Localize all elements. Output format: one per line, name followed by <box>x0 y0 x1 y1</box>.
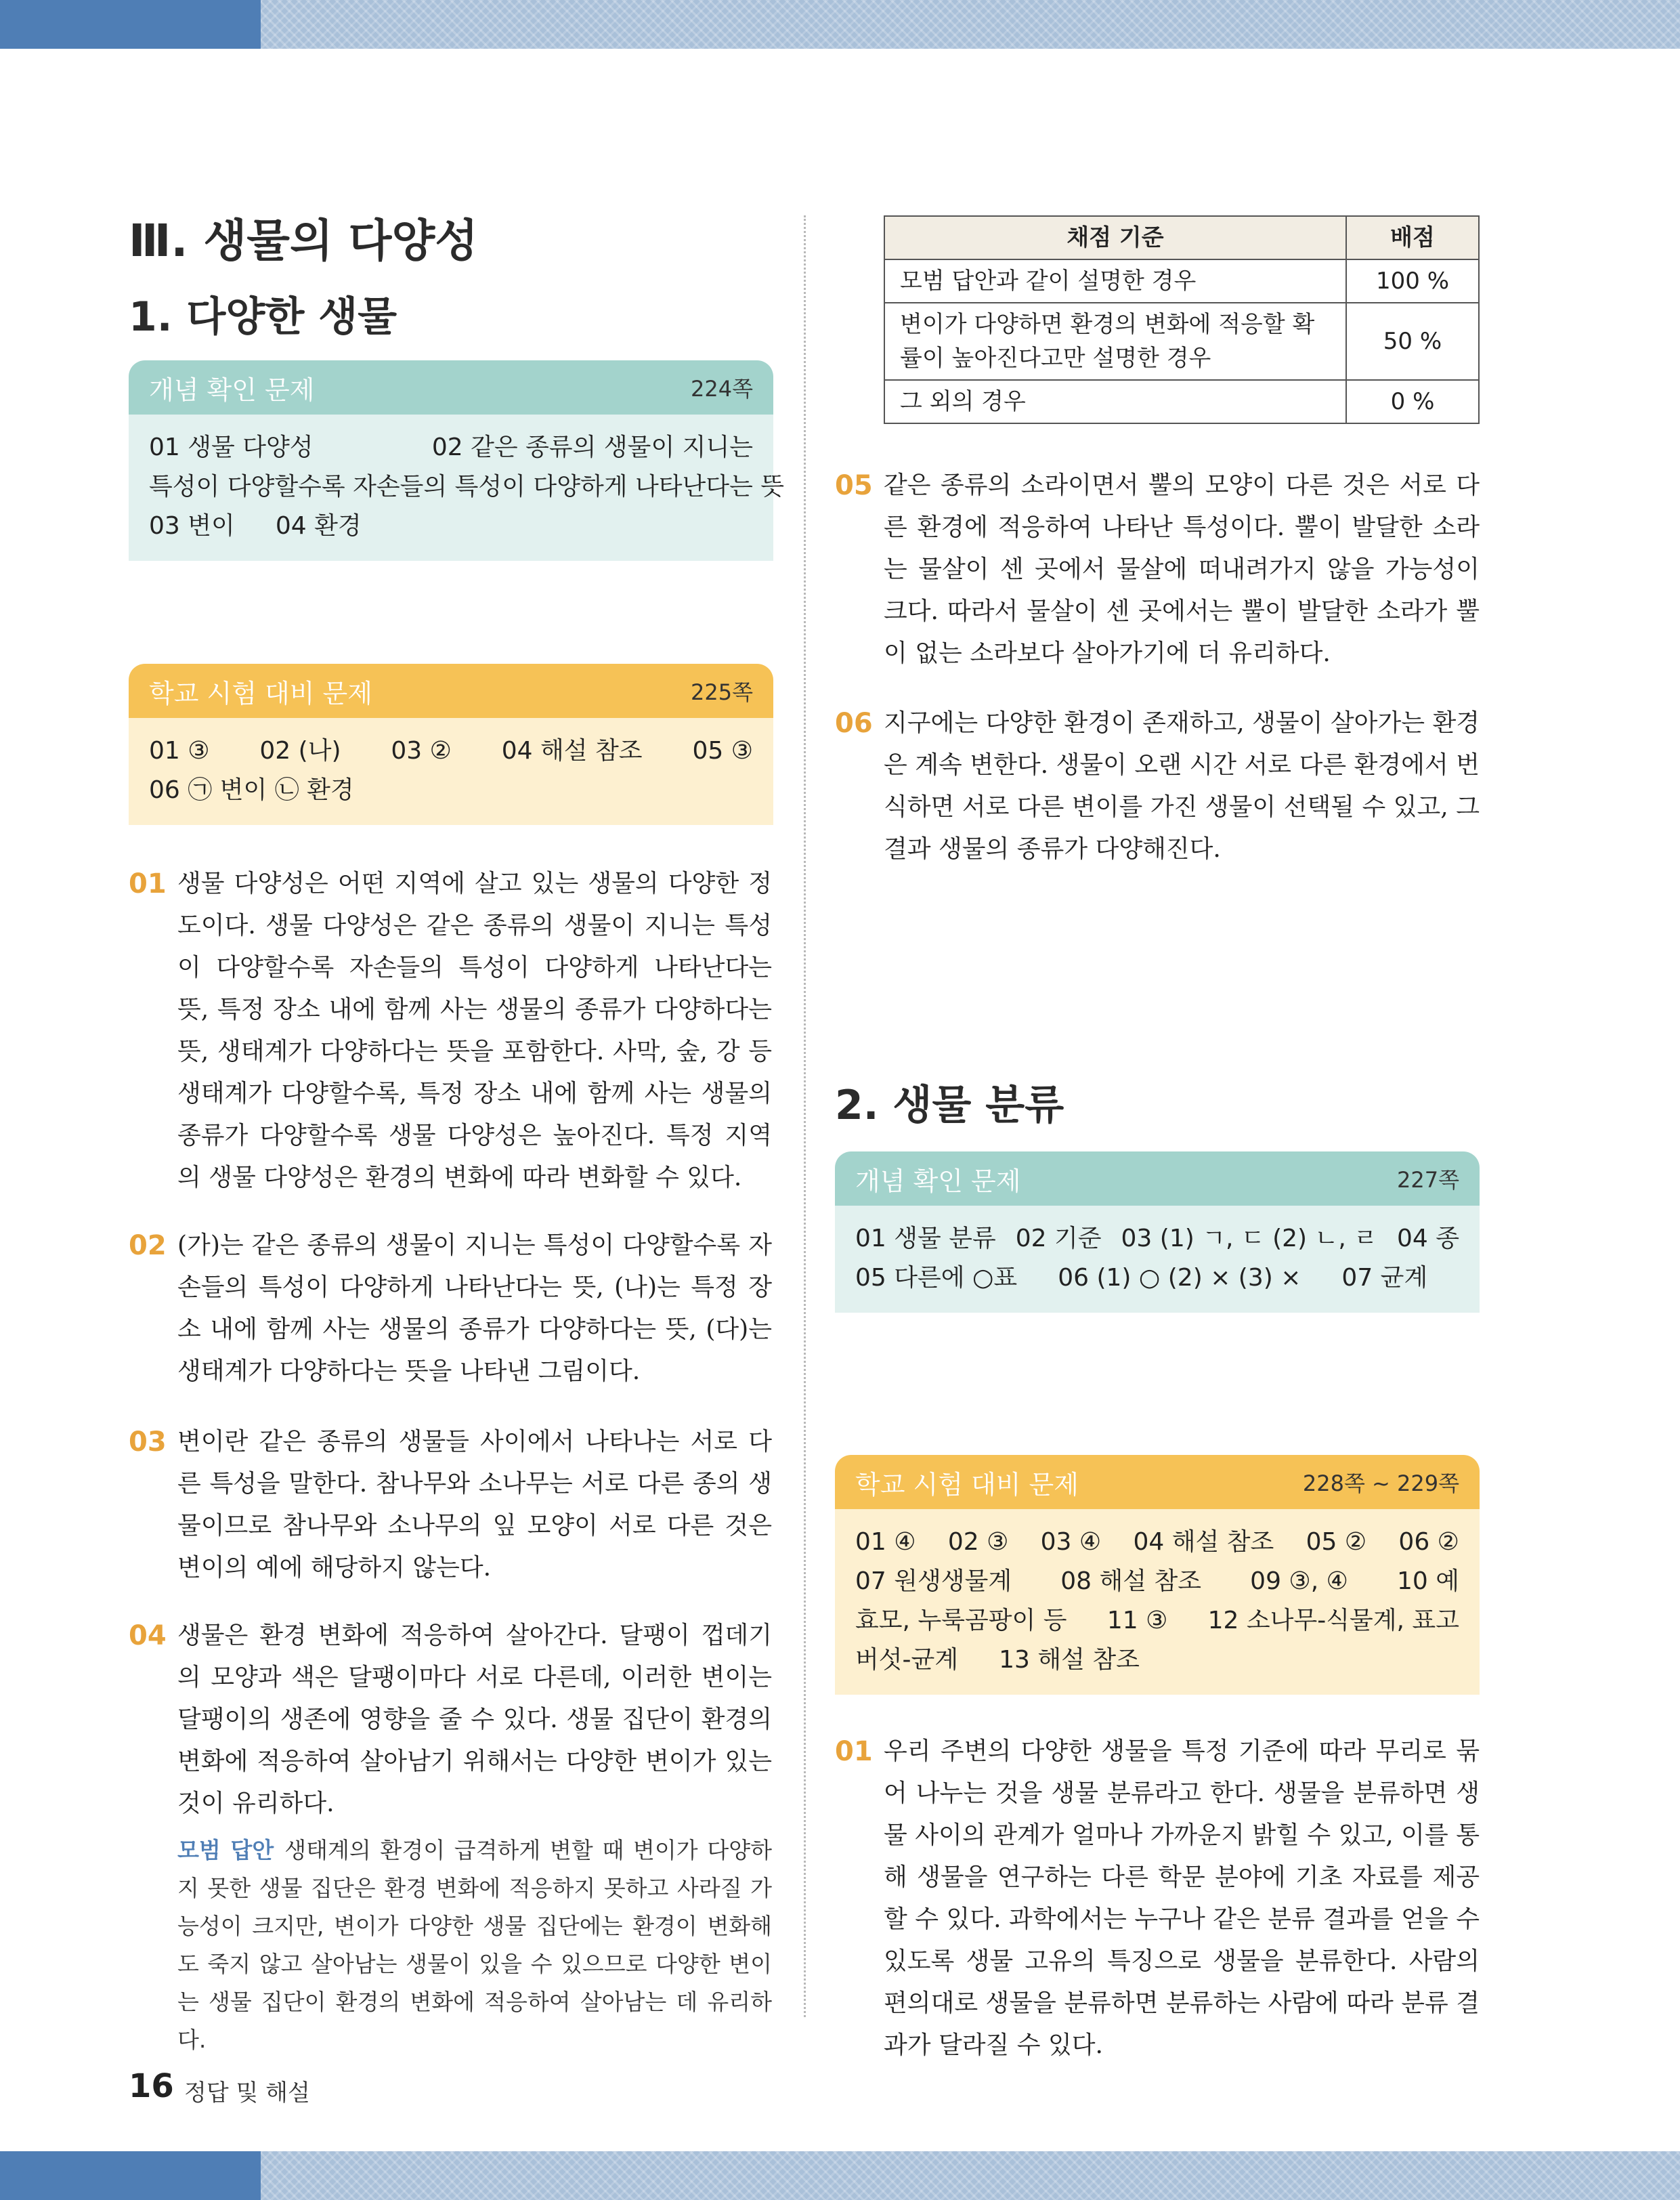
answer-item: 05 ② <box>1306 1528 1367 1556</box>
item-text: 우리 주변의 다양한 생물을 특정 기준에 따라 무리로 묶어 나누는 것을 생물 분류라고 한다. 생물을 분류하면 생물 사이의 관계가 얼마나 가까운지 밝힐 수 있고, 이를 통해 생물을 연구하는 다른 학문 분야에 기초 자료를 제공할 수 있다. 과학에서는 누구나 같은 분류 결과를 얻을 수 있도록 생물 고유의 특징으로 생물을 분류한다. 사람의 편의대로 생물을 분류하면 분류하는 사람에 따라 분류 결과가 달라질 수 있다. <box>884 1737 1480 2059</box>
answer-item: 02 같은 종류의 생물이 지니는 <box>431 433 753 461</box>
answer-item: 03 ④ <box>1040 1528 1102 1556</box>
bottom-band-accent <box>0 2151 261 2200</box>
table-row <box>884 380 1479 423</box>
item-number: 01 <box>835 1736 873 1767</box>
box-header <box>129 360 773 415</box>
table-row <box>884 259 1479 303</box>
answer-item: 05 다른에 ○표 <box>855 1264 1018 1292</box>
box-title: 학교 시험 대비 문제 <box>855 1469 1079 1500</box>
answer-item: 06 (1) ○ (2) × (3) × <box>1058 1264 1301 1292</box>
answer-item: 06 ② <box>1398 1528 1459 1556</box>
explanation-item <box>129 863 772 1199</box>
item-number: 03 <box>129 1426 167 1458</box>
answer-item: 특성이 다양할수록 자손들의 특성이 다양하게 나타난다는 뜻 <box>149 473 785 501</box>
table-cell: 모범 답안과 같이 설명한 경우 <box>884 259 1346 303</box>
concept-check-box-1 <box>129 360 785 561</box>
footer-label: 정답 및 해설 <box>184 2079 310 2107</box>
chapter-title: Ⅲ. 생물의 다양성 <box>129 215 478 267</box>
table-cell: 100 % <box>1346 259 1479 303</box>
answer-item: 01 생물 분류 <box>855 1225 996 1252</box>
answer-row <box>855 1523 1459 1562</box>
answer-item: 02 기준 <box>1015 1225 1102 1252</box>
answer-item: 07 원생생물계 <box>855 1567 1012 1595</box>
section-title-classification: 2. 생물 분류 <box>835 1082 1064 1129</box>
model-answer-label: 모범 답안 <box>177 1837 274 1863</box>
item-text: 변이란 같은 종류의 생물들 사이에서 나타나는 서로 다른 특성을 말한다. 참나무와 소나무는 서로 다른 종의 생물이므로 참나무와 소나무의 잎 모양이 서로 다른 것은 변이의 예에 해당하지 않는다. <box>177 1428 772 1582</box>
model-answer-text: 생태계의 환경이 급격하게 변할 때 변이가 다양하지 못한 생물 집단은 환경 변화에 적응하지 못하고 사라질 가능성이 크지만, 변이가 다양한 생물 집단에는 환경이 변화해도 죽지 않고 살아남는 생물이 있을 수 있으므로 다양한 변이는 생물 집단이 환경의 변화에 적응하여 살아남는 데 유리하다. <box>177 1837 772 2053</box>
answer-item: 13 해설 참조 <box>999 1646 1140 1674</box>
explanation-item <box>129 1615 772 2059</box>
answer-item: 버섯-균계 <box>855 1646 959 1674</box>
table-cell: 그 외의 경우 <box>884 380 1346 423</box>
answer-item: 08 해설 참조 <box>1060 1567 1202 1595</box>
item-text: 생물 다양성은 어떤 지역에 살고 있는 생물의 다양한 정도이다. 생물 다양성은 같은 종류의 생물이 지니는 특성이 다양할수록 자손들의 특성이 다양하게 나타난다는 뜻, 특정 장소 내에 함께 사는 생물의 종류가 다양하다는 뜻, 생태계가 다양하다는 뜻을 포함한다. 사막, 숲, 강 등 생태계가 다양할수록, 특정 장소 내에 함께 사는 생물의 종류가 다양할수록 생물 다양성은 높아진다. 특정 지역의 생물 다양성은 환경의 변화에 따라 변화할 수 있다. <box>177 870 772 1191</box>
table-cell: 변이가 다양하면 환경의 변화에 적응할 확률이 높아진다고만 설명한 경우 <box>884 303 1346 380</box>
model-answer <box>177 1832 772 2059</box>
table-header: 배점 <box>1346 216 1479 259</box>
column-divider <box>804 215 806 2017</box>
answer-item: 05 ③ <box>692 737 753 765</box>
answer-row <box>149 507 753 546</box>
answer-item: 04 종 <box>1396 1225 1459 1252</box>
answer-item: 09 ③, ④ <box>1250 1567 1348 1595</box>
table-row <box>884 303 1479 380</box>
school-exam-box-1 <box>129 664 773 825</box>
school-exam-box-2 <box>835 1455 1480 1695</box>
answer-row <box>149 732 753 771</box>
answer-item: 01 ③ <box>149 737 210 765</box>
item-number: 02 <box>129 1230 167 1261</box>
concept-check-box-2 <box>835 1151 1480 1313</box>
answer-item: 11 ③ <box>1106 1607 1168 1634</box>
answer-item: 02 (나) <box>259 737 341 765</box>
box-answers <box>129 718 773 825</box>
explanation-item <box>835 465 1480 675</box>
box-header <box>129 664 773 718</box>
item-text: (가)는 같은 종류의 생물이 지니는 특성이 다양할수록 자손들의 특성이 다양하게 나타난다는 뜻, (나)는 특정 장소 내에 함께 사는 생물의 종류가 다양하다는 뜻, (다)는 생태계가 다양하다는 뜻을 나타낸 그림이다. <box>177 1231 772 1385</box>
answer-row <box>149 467 785 507</box>
item-number: 05 <box>835 470 873 501</box>
answer-item: 04 환경 <box>275 512 362 540</box>
item-number: 06 <box>835 708 873 739</box>
answer-item: 01 생물 다양성 <box>149 433 314 461</box>
answer-item: 02 ③ <box>947 1528 1009 1556</box>
answer-item: 04 해설 참조 <box>501 737 643 765</box>
box-title: 학교 시험 대비 문제 <box>149 678 372 708</box>
answer-row <box>855 1601 1459 1641</box>
answer-row <box>149 428 753 467</box>
section-title-diverse-organisms: 1. 다양한 생물 <box>129 293 397 341</box>
table-header-row <box>884 216 1479 259</box>
box-page-ref: 228쪽 ~ 229쪽 <box>1302 1471 1459 1496</box>
answer-item: 04 해설 참조 <box>1133 1528 1274 1556</box>
box-page-ref: 225쪽 <box>691 679 753 705</box>
item-number: 04 <box>129 1620 167 1651</box>
answer-item: 07 균계 <box>1341 1264 1428 1292</box>
answer-item: 03 변이 <box>149 512 235 540</box>
answer-row <box>855 1562 1459 1601</box>
bottom-decorative-band <box>0 2151 1680 2200</box>
item-text: 지구에는 다양한 환경이 존재하고, 생물이 살아가는 환경은 계속 변한다. 생물이 오랜 시간 서로 다른 환경에서 번식하면 서로 다른 변이를 가진 생물이 선택될 수 있고, 그 결과 생물의 종류가 다양해진다. <box>884 709 1480 863</box>
explanation-item <box>835 1731 1480 2067</box>
item-text: 같은 종류의 소라이면서 뿔의 모양이 다른 것은 서로 다른 환경에 적응하여 나타난 특성이다. 뿔이 발달한 소라는 물살이 센 곳에서 물살에 떠내려가지 않을 가능성이 크다. 따라서 물살이 센 곳에서는 뿔이 발달한 소라가 뿔이 없는 소라보다 살아가기에 더 유리하다. <box>884 471 1480 667</box>
scoring-table <box>884 215 1480 424</box>
box-header <box>835 1151 1480 1206</box>
table-cell: 0 % <box>1346 380 1479 423</box>
box-answers <box>835 1206 1480 1313</box>
box-answers <box>835 1509 1480 1695</box>
answer-row <box>149 771 753 810</box>
top-band-accent <box>0 0 261 49</box>
answer-row <box>855 1258 1459 1298</box>
item-text: 생물은 환경 변화에 적응하여 살아간다. 달팽이 껍데기의 모양과 색은 달팽이마다 서로 다른데, 이러한 변이는 달팽이의 생존에 영향을 줄 수 있다. 생물 집단이 환경의 변화에 적응하여 살아남기 위해서는 다양한 변이가 있는 것이 유리하다. <box>177 1622 772 1817</box>
box-page-ref: 224쪽 <box>691 376 753 402</box>
box-page-ref: 227쪽 <box>1397 1167 1459 1193</box>
answer-row <box>855 1219 1459 1258</box>
box-title: 개념 확인 문제 <box>149 375 315 405</box>
answer-item: 01 ④ <box>855 1528 916 1556</box>
explanation-item <box>129 1225 772 1393</box>
box-answers <box>129 415 785 561</box>
box-header <box>835 1455 1480 1509</box>
answer-item: 효모, 누룩곰팡이 등 <box>855 1607 1067 1634</box>
explanation-item <box>129 1421 772 1589</box>
table-header: 채점 기준 <box>884 216 1346 259</box>
top-decorative-band <box>0 0 1680 49</box>
answer-item: 03 (1) ㄱ, ㄷ (2) ㄴ, ㄹ <box>1121 1225 1377 1252</box>
item-number: 01 <box>129 868 167 900</box>
answer-item: 12 소나무-식물계, 표고 <box>1207 1607 1459 1634</box>
table-cell: 50 % <box>1346 303 1479 380</box>
answer-item: 03 ② <box>391 737 452 765</box>
box-title: 개념 확인 문제 <box>855 1166 1021 1196</box>
answer-item: 10 예 <box>1396 1567 1459 1595</box>
answer-row <box>855 1641 1459 1680</box>
answer-item: 06 ㉠ 변이 ㉡ 환경 <box>149 776 354 804</box>
explanation-item <box>835 702 1480 870</box>
page-number: 16 <box>129 2067 174 2105</box>
